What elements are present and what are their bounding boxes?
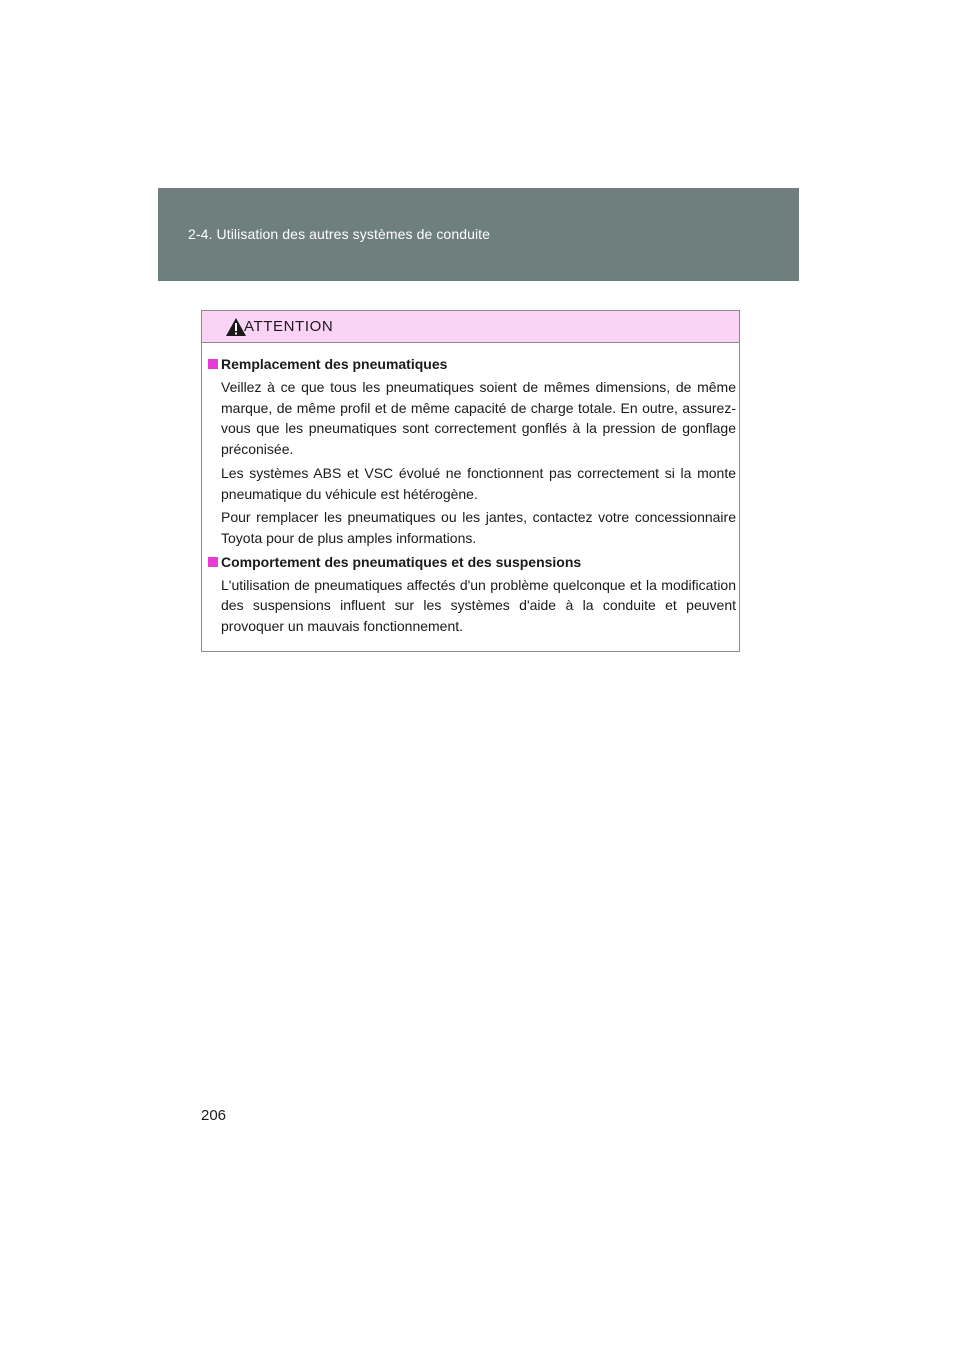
warning-body (202, 343, 739, 637)
section-header-band (158, 188, 799, 281)
section-heading-tire-replacement (202, 354, 739, 374)
square-bullet-icon (208, 359, 218, 369)
section-title: 2-4. Utilisation des autres systèmes de conduite (188, 226, 491, 242)
square-bullet-icon (208, 557, 218, 567)
paragraph: Les systèmes ABS et VSC évolué ne fonctionnent pas correctement si la monte pneumatique du véhicule est hétérogène. (221, 464, 736, 502)
section-heading-tire-suspension-behavior (202, 552, 739, 572)
page-number: 206 (201, 1107, 227, 1124)
section-heading-text: Comportement des pneumatiques et des suspensions (221, 553, 582, 570)
paragraph: Veillez à ce que tous les pneumatiques soient de mêmes dimensions, de même marque, de même profil et de même capacité de charge totale. En outre, assurez-vous que les pneumatiques sont correctement gonflés à la pression de gonflage préconisée. (221, 379, 736, 458)
warning-title: ATTENTION (244, 318, 334, 335)
paragraph: Pour remplacer les pneumatiques ou les jantes, contactez votre concessionnaire Toyota pour de plus amples informations. (221, 509, 736, 546)
paragraph: L'utilisation de pneumatiques affectés d'un problème quelconque et la modification des suspensions influent sur les systèmes d'aide à la conduite et peuvent provoquer un mauvais fonctionnement. (221, 576, 736, 635)
warning-header (202, 311, 739, 343)
warning-box (201, 310, 740, 652)
section-heading-text: Remplacement des pneumatiques (221, 356, 448, 372)
